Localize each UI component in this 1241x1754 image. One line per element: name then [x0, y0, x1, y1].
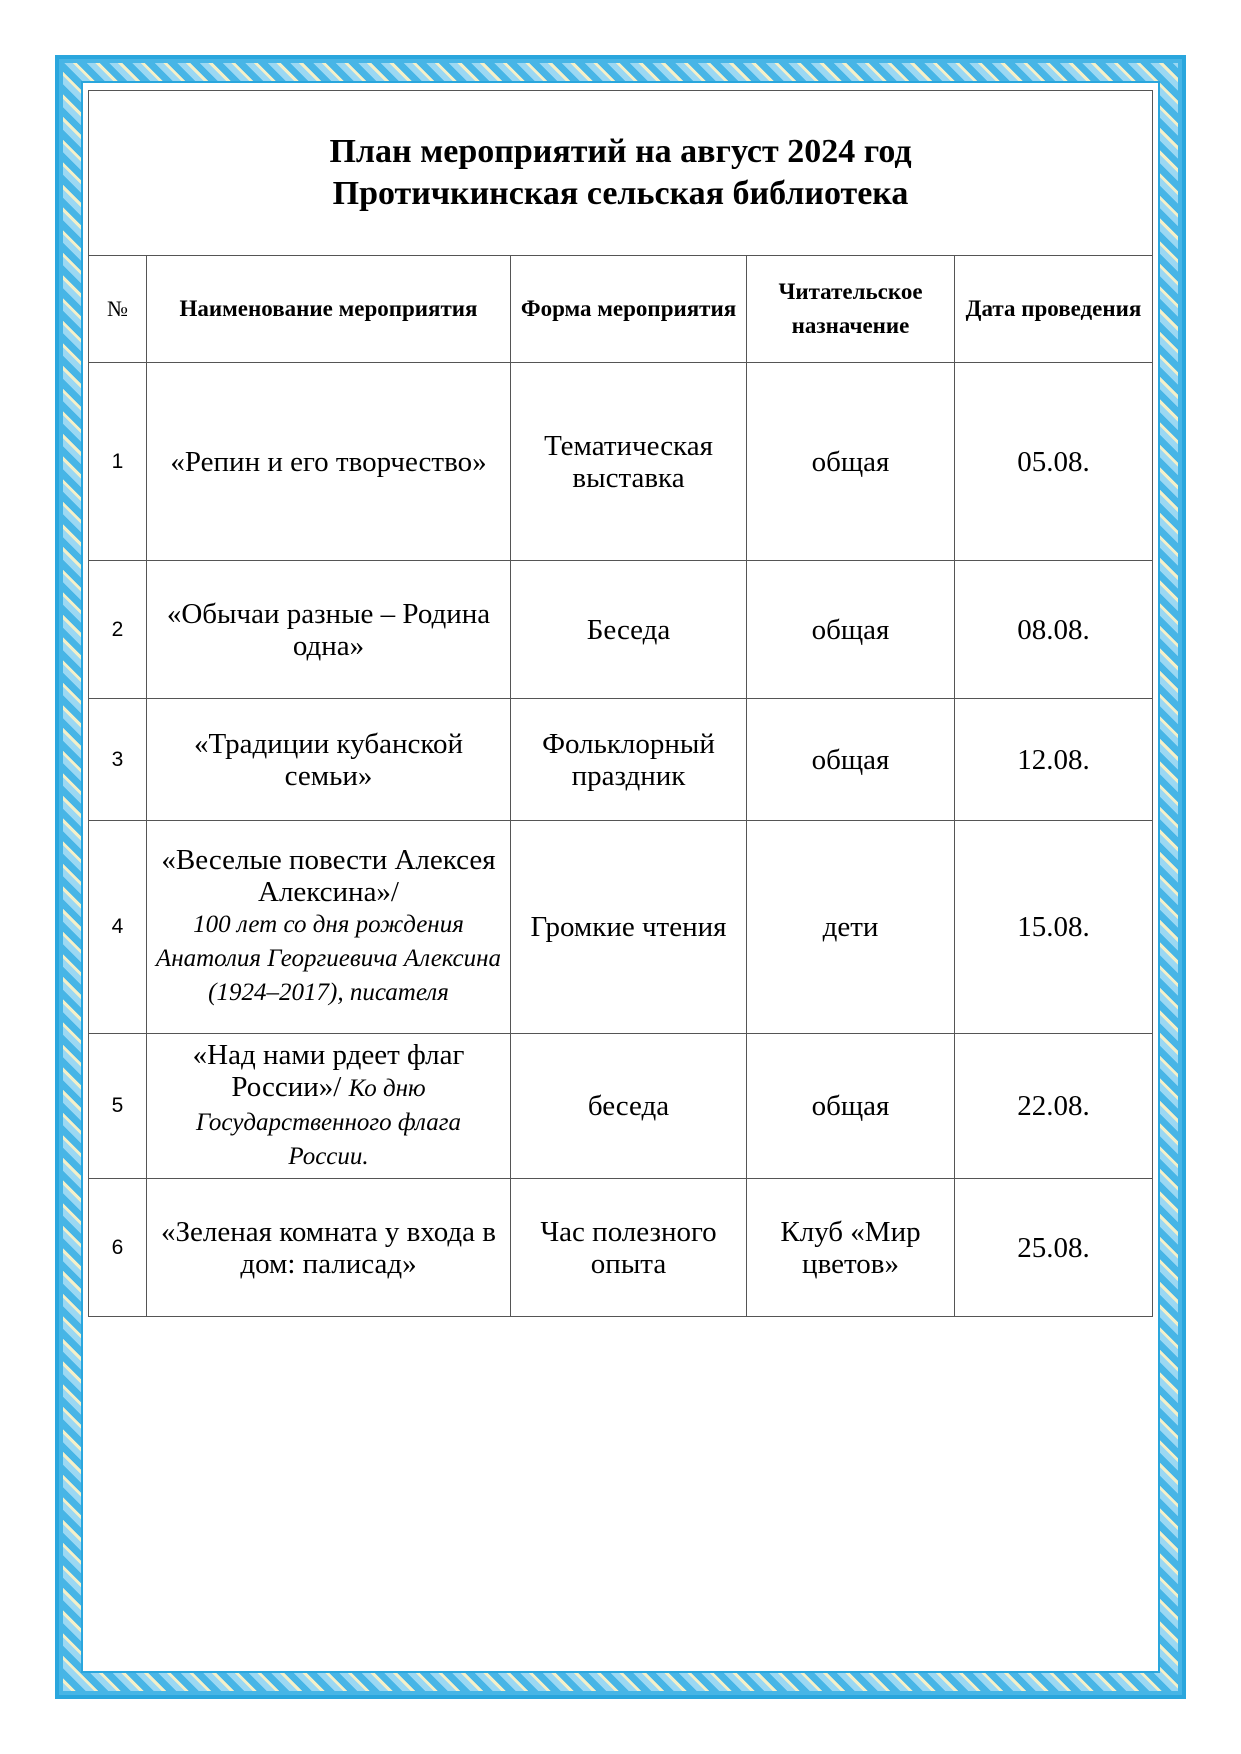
event-name: «Традиции кубанской семьи»	[147, 699, 511, 821]
event-name: «Веселые повести Алексея Алексина»/	[161, 844, 496, 908]
table-row	[89, 363, 1153, 561]
row-num: 1	[89, 363, 147, 561]
event-form: Беседа	[511, 561, 747, 699]
row-num: 3	[89, 699, 147, 821]
event-audience: дети	[747, 821, 955, 1034]
event-name: «Зеленая комната у входа в дом: палисад»	[147, 1179, 511, 1317]
event-audience: общая	[747, 699, 955, 821]
page-title	[89, 91, 1153, 256]
event-form: беседа	[511, 1034, 747, 1179]
table-row	[89, 561, 1153, 699]
row-num: 4	[89, 821, 147, 1034]
table-row	[89, 699, 1153, 821]
header-num: №	[89, 256, 147, 363]
event-date: 12.08.	[955, 699, 1153, 821]
events-plan-table	[88, 90, 1153, 1317]
event-audience: Клуб «Мир цветов»	[747, 1179, 955, 1317]
row-num: 2	[89, 561, 147, 699]
event-note: 100 лет со дня рождения Анатолия Георгиевича Алексина (1924–2017), писателя	[155, 911, 502, 1006]
header-date: Дата проведения	[955, 256, 1153, 363]
event-date: 05.08.	[955, 363, 1153, 561]
event-audience: общая	[747, 561, 955, 699]
event-form: Громкие чтения	[511, 821, 747, 1034]
header-name: Наименование мероприятия	[147, 256, 511, 363]
event-date: 15.08.	[955, 821, 1153, 1034]
table-row	[89, 821, 1153, 1034]
title-line-2: Протичкинская сельская библиотека	[332, 175, 909, 212]
event-audience: общая	[747, 1034, 955, 1179]
table-row	[89, 1034, 1153, 1179]
event-name: «Репин и его творчество»	[147, 363, 511, 561]
event-date: 08.08.	[955, 561, 1153, 699]
event-name-cell	[147, 821, 511, 1034]
event-name: «Над нами рдеет флаг России»/	[192, 1039, 465, 1103]
header-audience: Читательское назначение	[747, 256, 955, 363]
event-form: Час полезного опыта	[511, 1179, 747, 1317]
title-line-1: План мероприятий на август 2024 год	[329, 133, 912, 170]
row-num: 6	[89, 1179, 147, 1317]
event-name-cell	[147, 1034, 511, 1179]
table-row	[89, 1179, 1153, 1317]
table-header-row	[89, 256, 1153, 363]
event-audience: общая	[747, 363, 955, 561]
event-date: 22.08.	[955, 1034, 1153, 1179]
event-note: Ко дню Государственного флага России.	[195, 1075, 461, 1170]
header-form: Форма мероприятия	[511, 256, 747, 363]
event-form: Фольклорный праздник	[511, 699, 747, 821]
event-name: «Обычаи разные – Родина одна»	[147, 561, 511, 699]
event-form: Тематическая выставка	[511, 363, 747, 561]
row-num: 5	[89, 1034, 147, 1179]
event-date: 25.08.	[955, 1179, 1153, 1317]
